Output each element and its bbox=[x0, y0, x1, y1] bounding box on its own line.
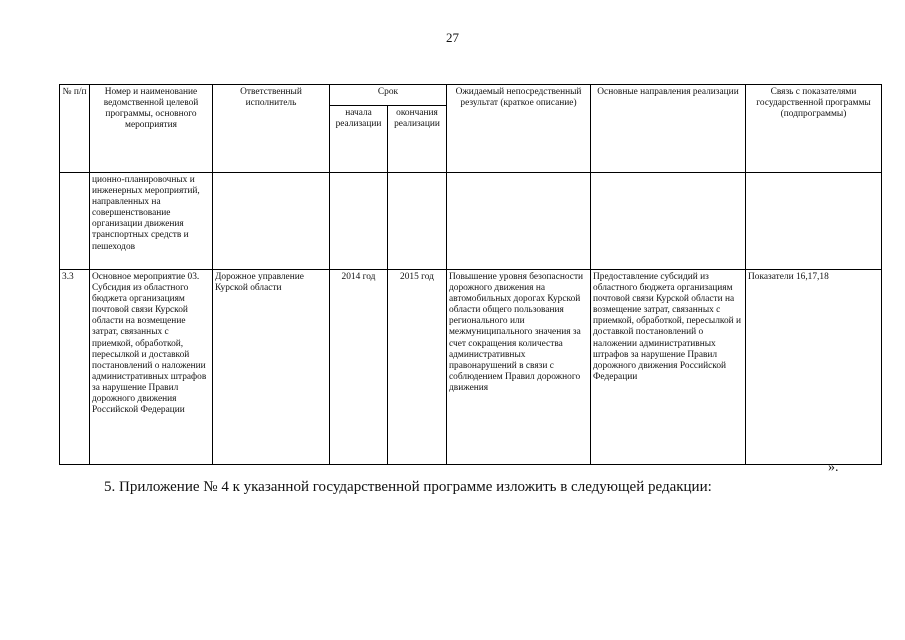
cell-term-start bbox=[330, 173, 388, 270]
header-term-start: начала реализации bbox=[330, 106, 388, 173]
cell-expected-result bbox=[447, 173, 591, 270]
header-directions: Основные направления реализации bbox=[591, 85, 746, 173]
cell-program-name: ционно-планировочных и инженерных мероприятий, направленных на совершенствование организации движения транспортных средств и пешеходов bbox=[90, 173, 213, 270]
cell-num bbox=[60, 173, 90, 270]
instruction-paragraph: 5. Приложение № 4 к указанной государственной программе изложить в следующей редакции: bbox=[104, 479, 712, 495]
header-term-end: окончания реализации bbox=[388, 106, 447, 173]
cell-indicators: Показатели 16,17,18 bbox=[746, 270, 882, 465]
cell-program-name: Основное мероприятие 03. Субсидия из областного бюджета организациям почтовой связи Курской области на возмещение затрат, связанных с приемкой, обработкой, пересылкой и доставкой постановлений о наложении административных штрафов за нарушение Правил дорожного движения Российской Федерации bbox=[90, 270, 213, 465]
program-table bbox=[59, 84, 882, 465]
page-number: 27 bbox=[446, 30, 459, 45]
cell-term-start: 2014 год bbox=[330, 270, 388, 465]
cell-directions: Предоставление субсидий из областного бюджета организациям почтовой связи Курской области на возмещение затрат, связанных с приемкой, обработкой, пересылкой и доставкой постановлений о наложении административных штрафов за нарушение Правил дорожного движения Российской Федерации bbox=[591, 270, 746, 465]
header-responsible: Ответственный исполнитель bbox=[213, 85, 330, 173]
header-indicators: Связь с показателями государственной программы (подпрограммы) bbox=[746, 85, 882, 173]
header-expected-result: Ожидаемый непосредственный результат (краткое описание) bbox=[447, 85, 591, 173]
cell-expected-result: Повышение уровня безопасности дорожного движения на автомобильных дорогах Курской области общего пользования регионального или межмуниципального значения за счет сокращения количества административных правонарушений в связи с соблюдением Правил дорожного движения bbox=[447, 270, 591, 465]
cell-indicators bbox=[746, 173, 882, 270]
table-row bbox=[60, 270, 882, 465]
header-program-name: Номер и наименование ведомственной целевой программы, основного мероприятия bbox=[90, 85, 213, 173]
header-term: Срок bbox=[330, 85, 447, 106]
cell-responsible: Дорожное управление Курской области bbox=[213, 270, 330, 465]
header-num: № п/п bbox=[60, 85, 90, 173]
cell-responsible bbox=[213, 173, 330, 270]
cell-num: 3.3 bbox=[60, 270, 90, 465]
table-row bbox=[60, 173, 882, 270]
cell-directions bbox=[591, 173, 746, 270]
closing-quote: ». bbox=[828, 460, 839, 475]
cell-term-end: 2015 год bbox=[388, 270, 447, 465]
cell-term-end bbox=[388, 173, 447, 270]
